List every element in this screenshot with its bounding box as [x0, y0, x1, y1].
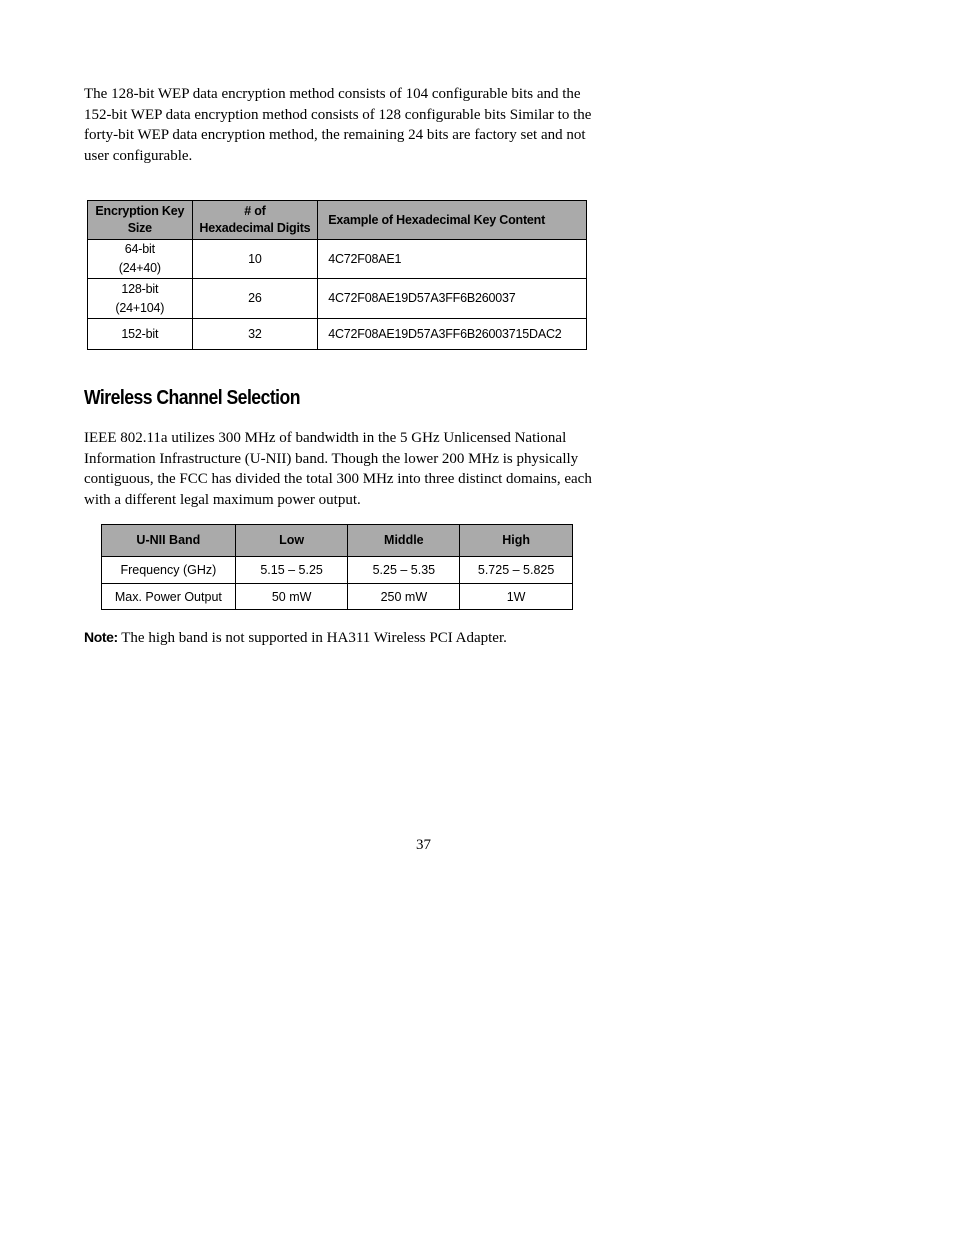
table-row — [88, 240, 587, 279]
header-middle: Middle — [348, 525, 460, 557]
unii-band-table — [101, 524, 573, 610]
table-row — [102, 584, 573, 610]
note-label: Note: — [84, 629, 118, 645]
table-row — [102, 557, 573, 584]
cell-hex-digits: 26 — [192, 279, 318, 319]
cell-row-label: Frequency (GHz) — [102, 557, 236, 584]
intro-paragraph: The 128-bit WEP data encryption method consists of 104 configurable bits and the 152-bit WEP data encryption method consists of 128 configurable bits Similar to the forty-bit WEP data encryption method, the remaining 24 bits are factory set and not user configurable. — [84, 86, 592, 164]
cell-hex-digits: 10 — [192, 240, 318, 279]
cell-row-label: Max. Power Output — [102, 584, 236, 610]
encryption-key-table — [87, 200, 587, 350]
cell-high: 5.725 – 5.825 — [460, 557, 573, 584]
table-row — [88, 279, 587, 319]
cell-middle: 250 mW — [348, 584, 460, 610]
header-unii-band: U-NII Band — [102, 525, 236, 557]
note-text: The high band is not supported in HA311 Wireless PCI Adapter. — [117, 630, 507, 646]
table-header-row — [102, 525, 573, 557]
note-paragraph — [84, 627, 507, 648]
cell-key-size: 64-bit (24+40) — [88, 240, 193, 279]
cell-key-size: 152-bit — [88, 319, 193, 350]
section-heading: Wireless Channel Selection — [84, 387, 300, 409]
header-hex-digits: # of Hexadecimal Digits — [192, 201, 318, 240]
header-key-size: Encryption Key Size — [88, 201, 193, 240]
document-page — [84, 84, 594, 853]
cell-low: 50 mW — [235, 584, 348, 610]
cell-high: 1W — [460, 584, 573, 610]
channel-paragraph: IEEE 802.11a utilizes 300 MHz of bandwidth in the 5 GHz Unlicensed National Information Infrastructure (U-NII) band. Though the lower 200 MHz is physically contiguous, the FCC has divided the total 300 MHz into three distinct domains, each with a different legal maximum power output. — [84, 430, 592, 508]
cell-low: 5.15 – 5.25 — [235, 557, 348, 584]
header-high: High — [460, 525, 573, 557]
cell-hex-digits: 32 — [192, 319, 318, 350]
table-row — [88, 319, 587, 350]
table-header-row — [88, 201, 587, 240]
cell-example: 4C72F08AE1 — [318, 240, 587, 279]
cell-middle: 5.25 – 5.35 — [348, 557, 460, 584]
header-example: Example of Hexadecimal Key Content — [318, 201, 587, 240]
header-low: Low — [235, 525, 348, 557]
cell-example: 4C72F08AE19D57A3FF6B260037 — [318, 279, 587, 319]
cell-key-size: 128-bit (24+104) — [88, 279, 193, 319]
page-number: 37 — [416, 837, 431, 853]
cell-example: 4C72F08AE19D57A3FF6B26003715DAC2 — [318, 319, 587, 350]
